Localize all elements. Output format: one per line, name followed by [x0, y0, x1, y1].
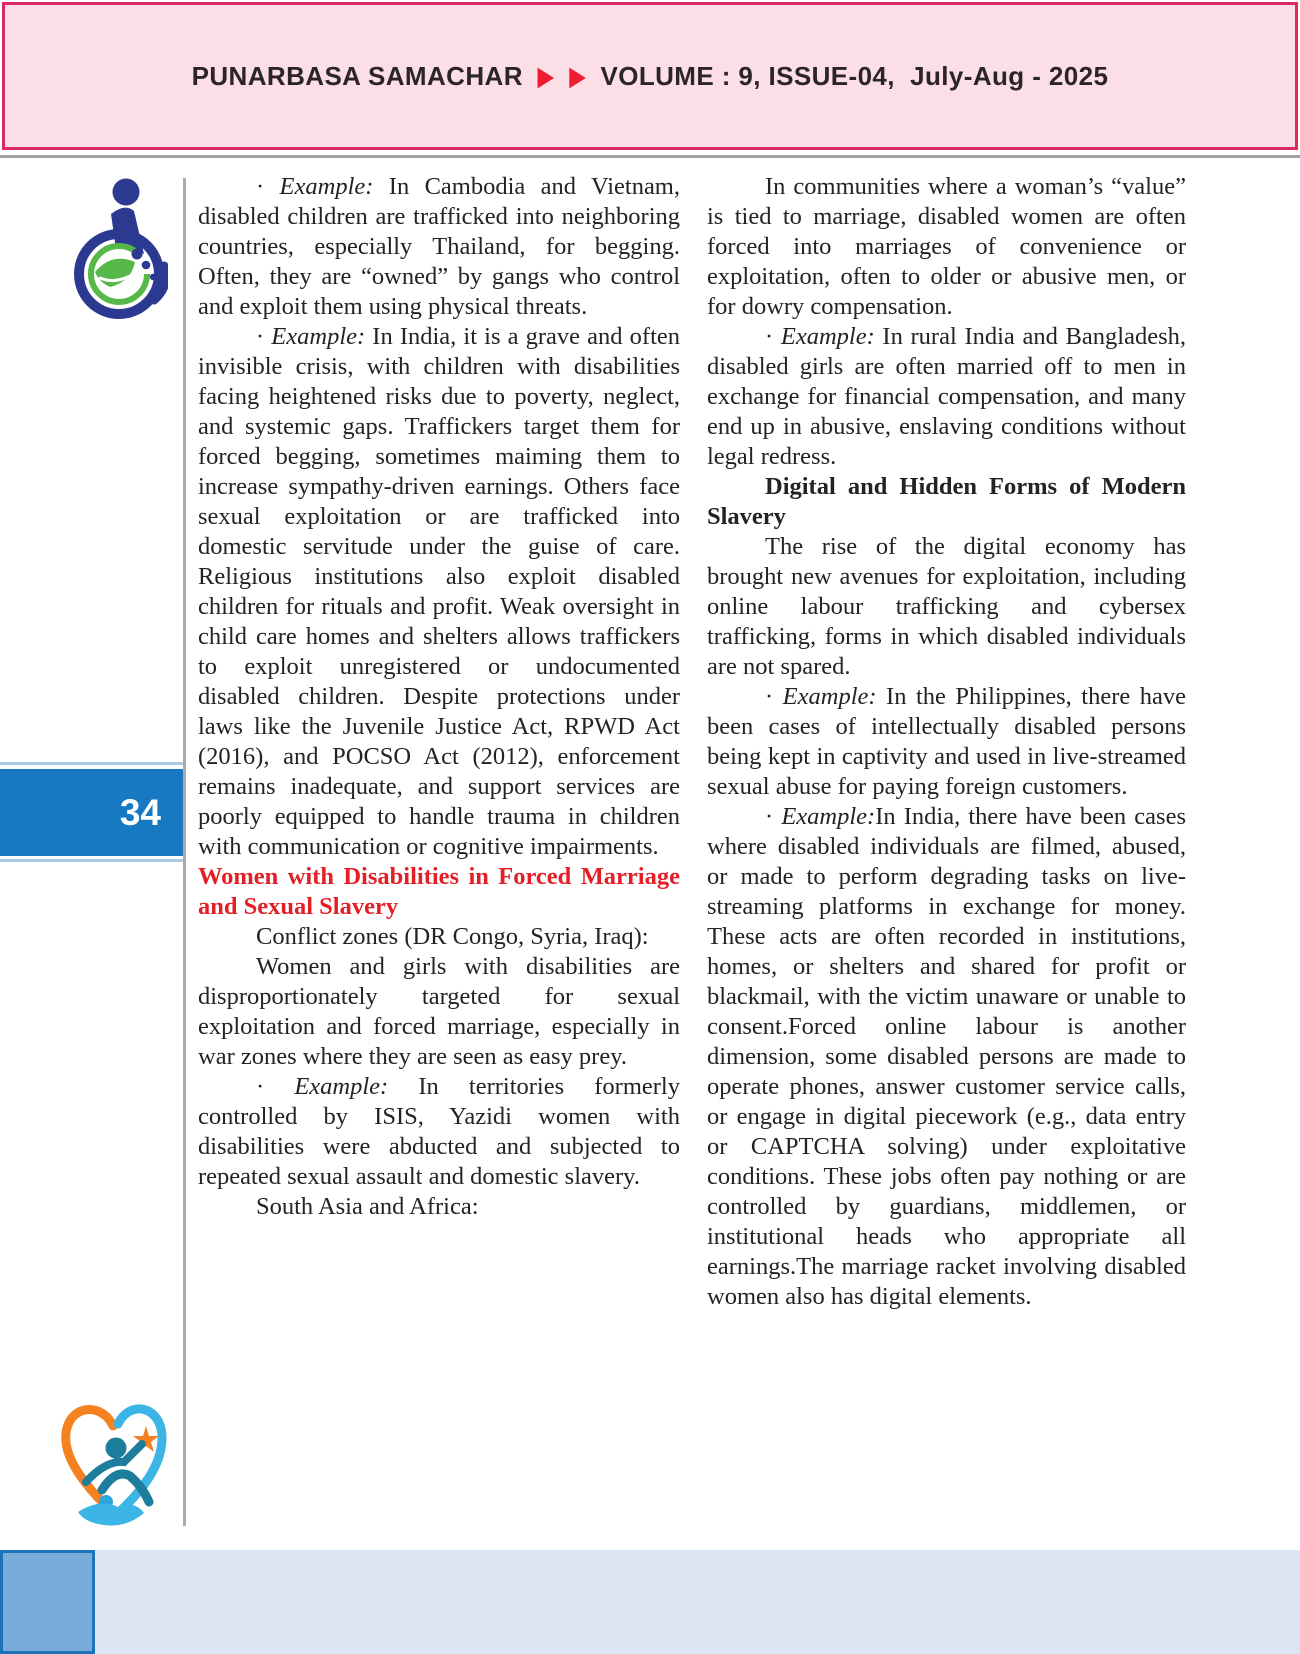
vertical-divider-line: [183, 178, 186, 1526]
page-number-box: [0, 769, 183, 856]
paragraph: The rise of the digital economy has brought new avenues for exploitation, including online labour trafficking and cybersex trafficking, forms in which disabled individuals are not spared.: [707, 533, 1186, 680]
section-heading: Digital and Hidden Forms of Modern Slavery: [707, 473, 1186, 530]
paragraph: · Example: In India, it is a grave and often invisible crisis, with children with disabilities facing heightened risks due to poverty, neglect, and systemic gaps. Traffickers target them for forced begging, sometimes maiming them to increase sympathy-driven earnings. Others face sexual exploitation or are trafficked into domestic servitude under the guise of care. Religious institutions also exploit disabled children for rituals and profit. Weak oversight in child care homes and shelters allows traffickers to exploit unregistered or undocumented disabled children. Despite protections under laws like the Juvenile Justice Act, RPWD Act (2016), and POCSO Act (2012), enforcement remains inadequate, and support services are poorly equipped to handle trauma in children with communication or cognitive impairments.: [198, 323, 680, 860]
page-number: 34: [119, 791, 161, 833]
paragraph: Conflict zones (DR Congo, Syria, Iraq):: [256, 923, 649, 950]
paragraph: · Example: In the Philippines, there have been cases of intellectually disabled persons being kept in captivity and used in live-streamed sexual abuse for paying foreign customers.: [707, 683, 1186, 800]
paragraph: · Example: In rural India and Bangladesh, disabled girls are often married off to men in exchange for financial compensation, and many end up in abusive, enslaving conditions without legal redress.: [707, 323, 1186, 470]
heart-child-star-logo-icon: [56, 1396, 172, 1544]
right-column: [707, 172, 1186, 1312]
masthead: [2, 2, 1298, 150]
paragraph: Women and girls with disabilities are disproportionately targeted for sexual exploitation and forced marriage, especially in war zones where they are seen as easy prey.: [198, 953, 680, 1070]
paragraph: South Asia and Africa:: [256, 1193, 479, 1220]
footer-corner-box: [0, 1550, 95, 1654]
left-column: [198, 172, 680, 1222]
section-heading: Women with Disabilities in Forced Marriage and Sexual Slavery: [198, 863, 680, 920]
arrow-icon: ▶: [569, 62, 586, 91]
paragraph: · Example:In India, there have been cases where disabled individuals are filmed, abused, or made to perform degrading tasks on live-streaming platforms in exchange for money. These acts are often recorded in institutions, homes, or shelters and shared for profit or blackmail, with the victim unaware or unable to consent.Forced online labour is another dimension, some disabled persons are made to operate phones, answer customer service calls, or engage in digital piecework (e.g., data entry or CAPTCHA solving) under exploitative conditions. These jobs often pay nothing or are controlled by guardians, middlemen, or institutional heads who appropriate all earnings.The marriage racket involving disabled women also has digital elements.: [707, 803, 1186, 1310]
paragraph: · Example: In territories formerly controlled by ISIS, Yazidi women with disabilities were abducted and subjected to repeated sexual assault and domestic slavery.: [198, 1073, 680, 1190]
paragraph: · Example: In Cambodia and Vietnam, disabled children are trafficked into neighboring countries, especially Thailand, for begging. Often, they are “owned” by gangs who control and exploit them using physical threats.: [198, 173, 680, 320]
paragraph: In communities where a woman’s “value” is tied to marriage, disabled women are often forced into marriages of convenience or exploitation, often to older or abusive men, or for dowry compensation.: [707, 173, 1186, 320]
wheelchair-accessibility-logo-icon: [74, 172, 168, 330]
page-number-accent-line: [0, 762, 183, 765]
arrow-icon: ▶: [537, 62, 554, 91]
page-number-accent-line: [0, 859, 183, 862]
header-divider-line: [0, 155, 1300, 158]
footer-band: [0, 1550, 1300, 1654]
publication-title: PUNARBASA SAMACHAR: [191, 60, 523, 91]
volume-issue-label: VOLUME : 9, ISSUE-04, July-Aug - 2025: [600, 60, 1109, 91]
